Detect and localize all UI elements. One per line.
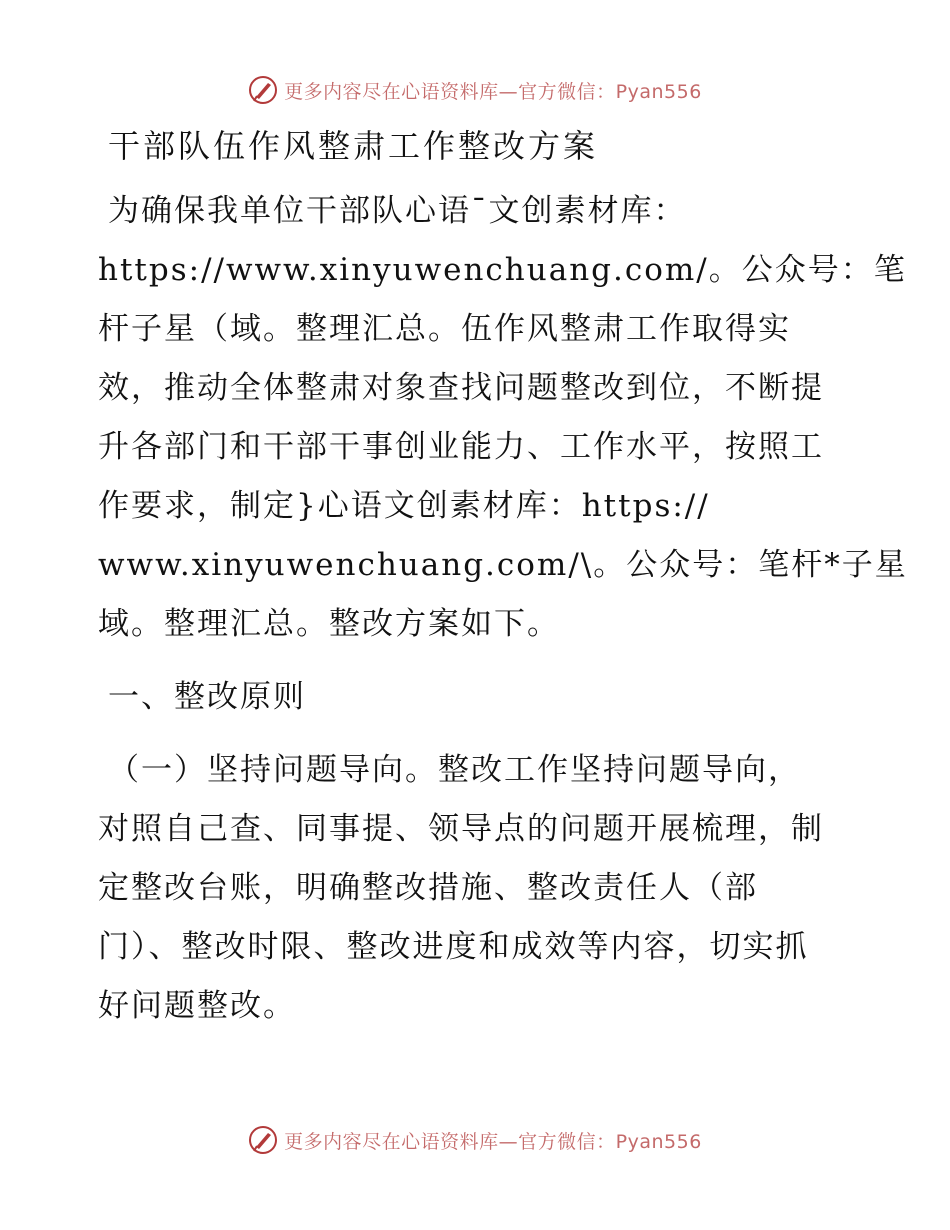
text-line: 杆子星（域。整理汇总。伍作风整肃工作取得实 [98,311,791,347]
text-line: 门）、整改时限、整改进度和成效等内容，切实抓 [98,929,809,965]
text-line: 域。整理汇总。整改方案如下。 [98,606,560,642]
header-banner [0,70,950,110]
document-body [98,122,908,1036]
intro-paragraph [98,182,908,654]
quill-logo-icon [248,75,278,105]
text-line: 效，推动全体整肃对象查找问题整改到位，不断提 [98,370,824,406]
text-line: 好问题整改。 [98,988,296,1024]
quill-logo-icon [248,1125,278,1155]
text-line: www.xinyuwenchuang.com/\。公众号：笔杆*子星 [98,547,908,583]
text-line: （一）坚持问题导向。整改工作坚持问题导向， [108,752,801,788]
text-line: 对照自己查、同事提、领导点的问题开展梳理，制 [98,811,824,847]
section-paragraph [98,741,858,1036]
banner-text: 更多内容尽在心语资料库—官方微信：Pyan556 [284,80,702,103]
text-line: 为确保我单位干部队心语¯文创素材库： [108,193,687,229]
footer-banner [0,1120,950,1160]
text-line: 作要求，制定}心语文创素材库：https:// [98,488,710,524]
section-heading: 一、整改原则 [108,679,306,715]
document-title: 干部队伍作风整肃工作整改方案 [108,127,599,165]
text-line: 升各部门和干部干事创业能力、工作水平，按照工 [98,429,824,465]
text-line: 定整改台账，明确整改措施、整改责任人（部 [98,870,758,906]
banner-text: 更多内容尽在心语资料库—官方微信：Pyan556 [284,1130,702,1153]
text-line: https://www.xinyuwenchuang.com/。公众号：笔 [98,252,907,288]
